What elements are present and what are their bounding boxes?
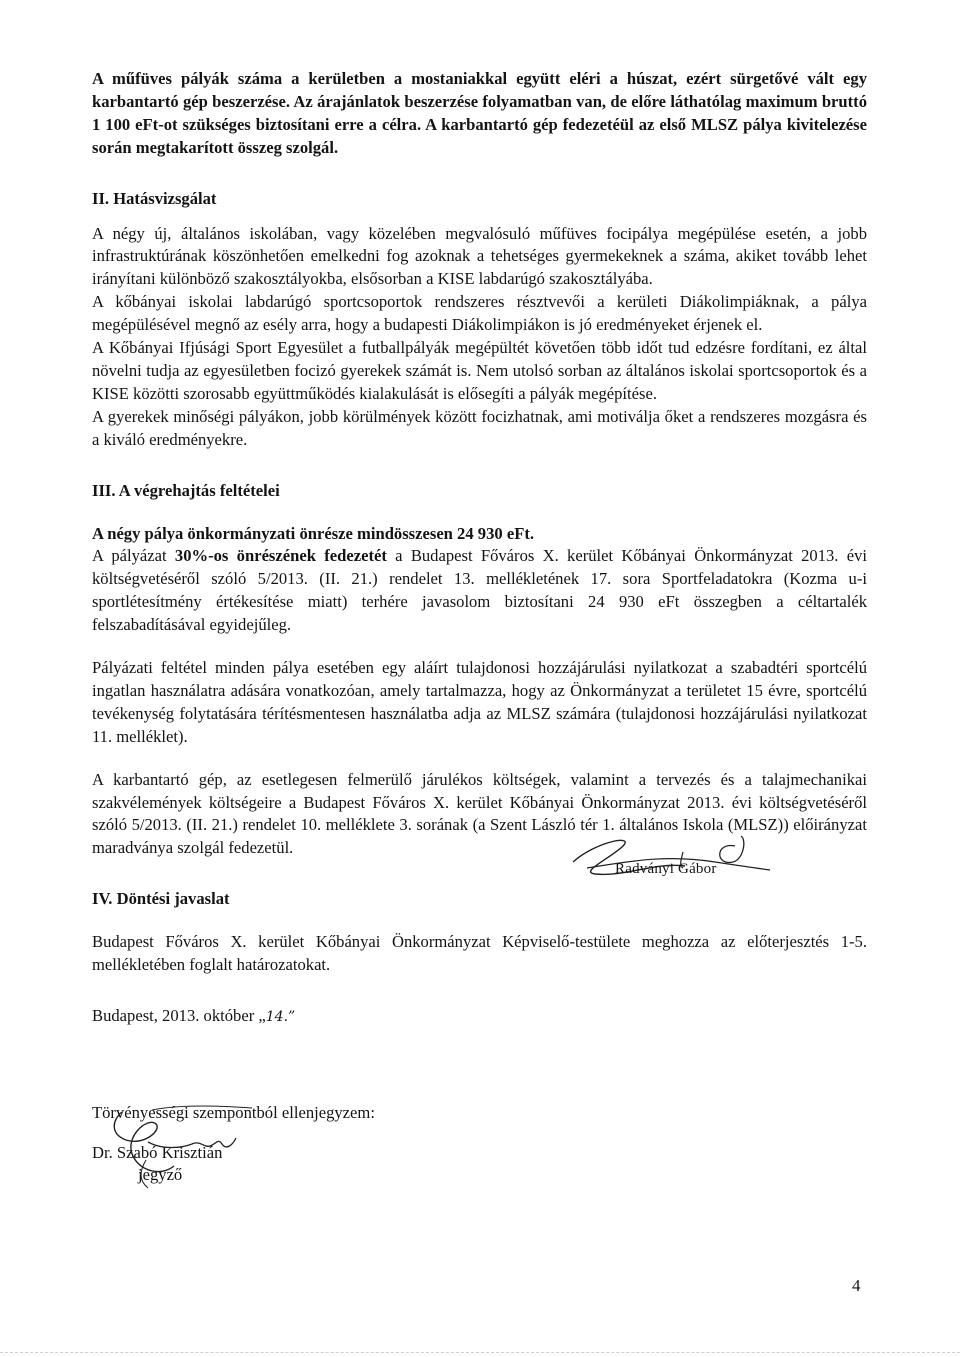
impact-paragraph-3: A Kőbányai Ifjúsági Sport Egyesület a futballpályák megépültét követően több időt tud edzésre fordítani, ez által növelni tudja az egyesületben focizó gyerekek számát is. Nem utolsó sorban az általános iskolai sportcsoportok és a KISE közötti szorosabb együttműködés kialakulását is elősegíti a pályák megépítése.: [92, 338, 867, 403]
funding-text-a: A pályázat: [92, 546, 175, 566]
signature-szabo: [92, 1100, 262, 1195]
section-heading-hatasvizsgalat: II. Hatásvizsgálat: [92, 188, 217, 208]
signer-name: Radványi Gábor: [615, 861, 717, 877]
scan-edge-divider: [0, 1352, 960, 1354]
maintenance-paragraph: A karbantartó gép, az esetlegesen felmerülő járulékos költségek, valamint a tervezés és a talajmechanikai szakvélemények költségeire a Budapest Főváros X. kerület Kőbányai Önkormányzat 2013. évi költségvetéséről szóló 5/2013. (II. 21.) rendelet 10. melléklete 3. sorának (a Szent László tér 1. általános Iskola (MLSZ)) előirányzat maradványa szolgál fedezetül.: [92, 769, 867, 858]
funding-highlight: 30%-os önrészének fedezetét: [174, 546, 387, 566]
countersign-name: Dr. Szabó Krisztián: [92, 1143, 223, 1162]
impact-paragraph-4: A gyerekek minőségi pályákon, jobb körülmények között focizhatnak, ami motiválja őket a rendszeres mozgásra és a kiváló eredményekre.: [92, 406, 867, 449]
funding-paragraph: [92, 545, 867, 637]
section-heading-vegrehajtas: III. A végrehajtás feltételei: [92, 480, 280, 500]
countersign-line-1: Törvényességi szempontból ellenjegyzem:: [92, 1103, 375, 1122]
proposal-paragraph: Budapest Főváros X. kerület Kőbányai Önkormányzat Képviselő-testülete meghozza az előterjesztés 1-5. mellékletében foglalt határozatokat.: [92, 932, 867, 975]
date-line: [92, 1005, 867, 1029]
funding-text-c: a Budapest Főváros X. kerület Kőbányai Önkormányzat 2013. évi költségvetéséről szóló 5/2013. (II. 21.) rendelet 13. mellékletének 17. sora Sportfeladatokra (Kozma u-i sportlétesítmény értékesítése miatt) terhére javasolom biztosítani 24 930 eFt összegben a céltartalék felszabadításával egyidejűleg.: [92, 546, 867, 635]
budget-summary: A négy pálya önkormányzati önrésze mindösszesen 24 930 eFt.: [92, 523, 535, 543]
condition-paragraph: Pályázati feltétel minden pálya esetében egy aláírt tulajdonosi hozzájárulási nyilatkozat a szabadtéri sportcélú ingatlan használatra adására vonatkozóan, amely tartalmazza, hogy az Önkormányzat a területet 15 évre, sportcélú tevékenység folytatására térítésmentesen használatba adja az MLSZ számára (tulajdonosi hozzájárulási nyilatkozat 11. melléklet).: [92, 658, 867, 746]
section-heading-dontesi-javaslat: IV. Döntési javaslat: [92, 889, 230, 909]
date-text: Budapest, 2013. október „: [92, 1006, 266, 1025]
impact-paragraph-1: A négy új, általános iskolában, vagy közelében megvalósuló műfüves focipálya megépülése esetén, a jobb infrastruktúrának köszönhetően emelkedni fog azoknak a tehetséges gyermekeknek a száma, akiket tovább lehet irányítani különböző szakosztályokba, elsősorban a KISE labdarúgó szakosztályába.: [92, 223, 867, 289]
page-number: 4: [852, 1276, 861, 1295]
intro-paragraph: A műfüves pályák száma a kerületben a mostaniakkal együtt eléri a húszat, ezért sürgetővé vált egy karbantartó gép beszerzése. Az árajánlatok beszerzése folyamatban van, de előre láthatólag maximum bruttó 1 100 eFt-ot szükséges biztosítani erre a célra. A karbantartó gép fedezetéül az első MLSZ pálya kivitelezése során megtakarított összeg szolgál.: [92, 69, 867, 157]
countersign-title: jegyző: [138, 1165, 183, 1184]
impact-paragraph-2: A kőbányai iskolai labdarúgó sportcsoportok rendszeres résztvevői a kerületi Diákolimpiáknak, a pálya megépülésével megnő az esély arra, hogy a budapesti Diákolimpiákon is jó eredményeket érjenek el.: [92, 292, 867, 335]
date-day-handwritten: 14.”: [265, 1009, 296, 1025]
